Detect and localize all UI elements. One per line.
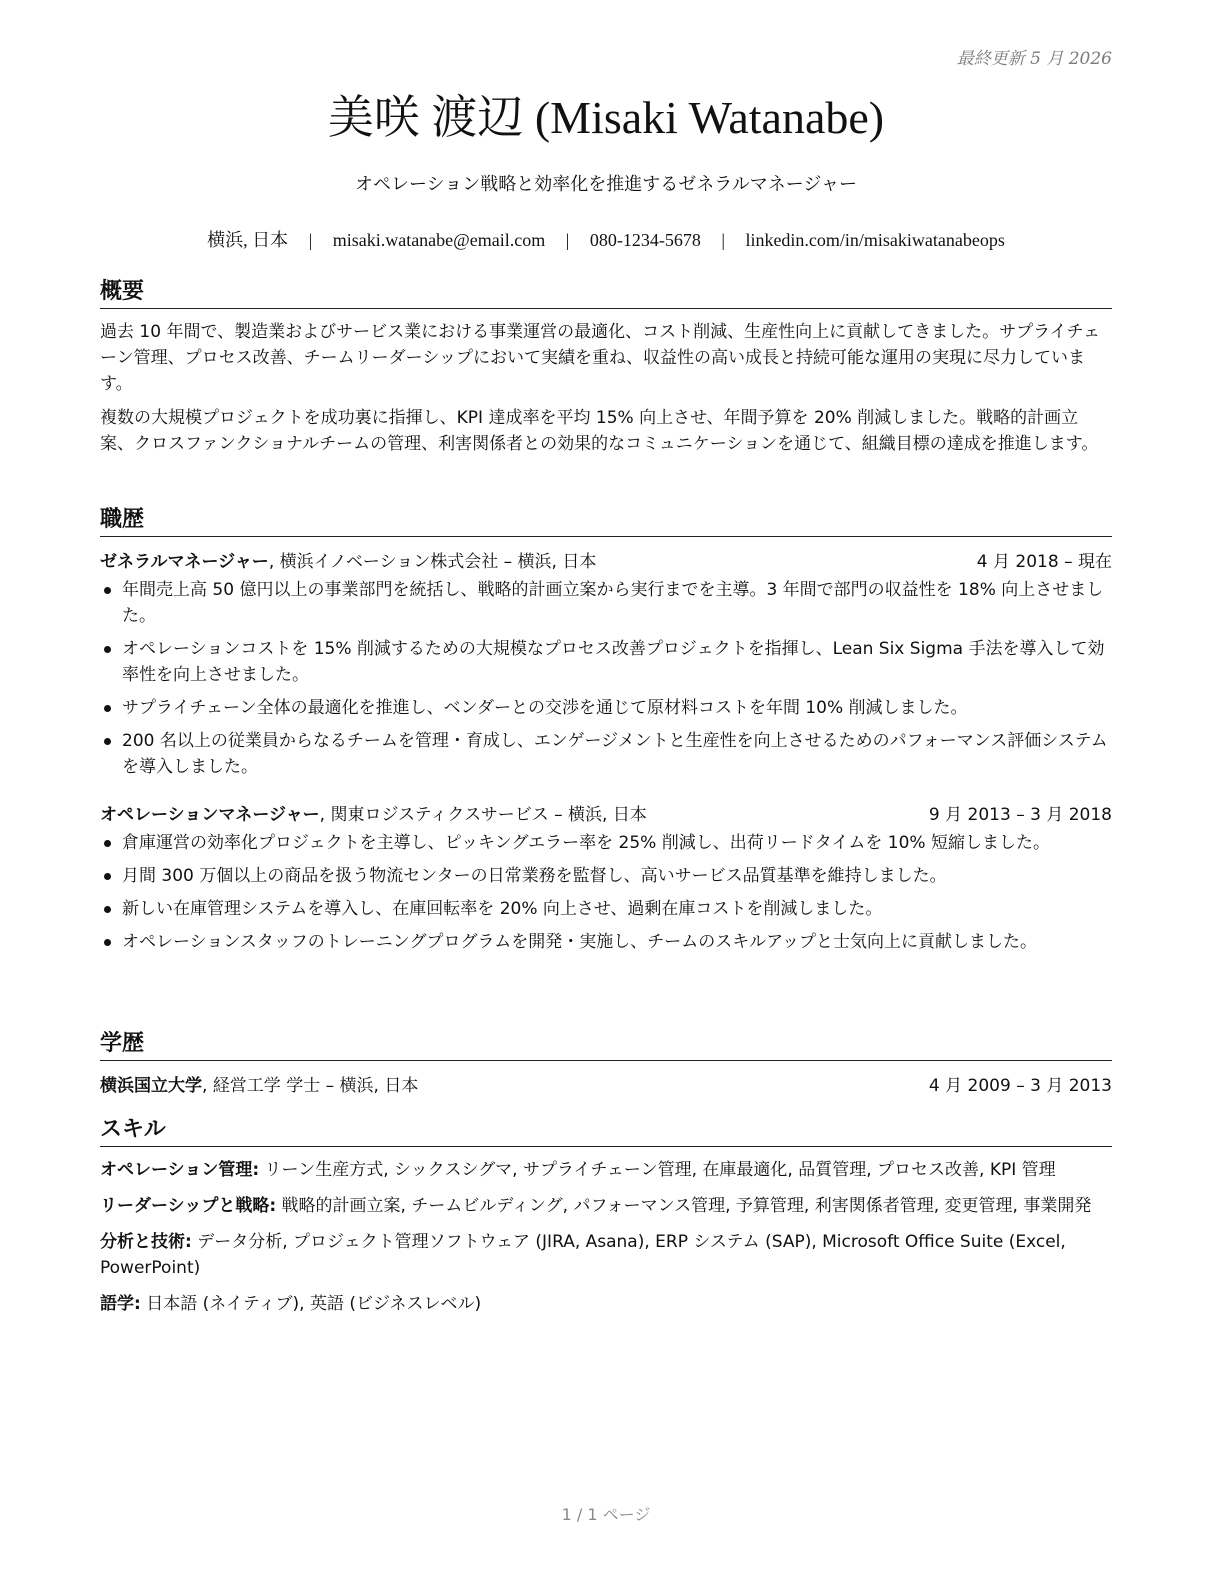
job-bullet: 倉庫運営の効率化プロジェクトを主導し、ピッキングエラー率を 25% 削減し、出荷リードタイムを 10% 短縮しました。 xyxy=(100,830,1112,856)
experience-section xyxy=(100,506,1112,962)
skill-text: 戦略的計画立案, チームビルディング, パフォーマンス管理, 予算管理, 利害関係者管理, 変更管理, 事業開発 xyxy=(276,1196,1092,1216)
contact-linkedin-link[interactable]: linkedin.com/in/misakiwatanabeops xyxy=(745,230,1005,250)
skill-label: オペレーション管理: xyxy=(100,1160,260,1180)
contact-phone[interactable]: 080-1234-5678 xyxy=(589,230,701,250)
contact-line xyxy=(100,226,1112,252)
page-indicator: 1 / 1 ページ xyxy=(561,1505,651,1524)
job-bullet: オペレーションスタッフのトレーニングプログラムを開発・実施し、チームのスキルアップと士気向上に貢献しました。 xyxy=(100,929,1112,955)
contact-separator: | xyxy=(308,230,313,250)
summary-paragraph: 過去 10 年間で、製造業およびサービス業における事業運営の最適化、コスト削減、生産性向上に貢献してきました。サプライチェーン管理、プロセス改善、チームリーダーシップにおいて実績を重ね、収益性の高い成長と持続可能な運用の実現に尽力しています。 xyxy=(100,322,1101,394)
experience-heading: 職歴 xyxy=(100,506,1112,537)
skill-text: リーン生産方式, シックスシグマ, サプライチェーン管理, 在庫最適化, 品質管理, プロセス改善, KPI 管理 xyxy=(259,1160,1056,1180)
summary-heading: 概要 xyxy=(100,278,1112,309)
job-bullet: サプライチェーン全体の最適化を推進し、ベンダーとの交渉を通じて原材料コストを年間 10% 削減しました。 xyxy=(100,695,1112,721)
resume-page xyxy=(100,0,1112,1584)
skills-heading: スキル xyxy=(100,1116,1112,1147)
candidate-name: 美咲 渡辺 (Misaki Watanabe) xyxy=(327,92,885,143)
job-bullet: 月間 300 万個以上の商品を扱う物流センターの日常業務を監督し、高いサービス品質基準を維持しました。 xyxy=(100,863,1112,889)
job-entry xyxy=(100,549,1112,780)
job-bullet: 200 名以上の従業員からなるチームを管理・育成し、エンゲージメントと生産性を向上させるためのパフォーマンス評価システムを導入しました。 xyxy=(100,728,1112,780)
job-title-line xyxy=(100,802,647,828)
contact-location: 横浜, 日本 xyxy=(207,230,289,250)
education-title-line xyxy=(100,1073,418,1099)
skill-label: 分析と技術: xyxy=(100,1232,192,1252)
job-bullet: オペレーションコストを 15% 削減するための大規模なプロセス改善プロジェクトを指揮し、Lean Six Sigma 手法を導入して効率性を向上させました。 xyxy=(100,636,1112,688)
job-date: 4 月 2018 – 現在 xyxy=(976,552,1112,572)
skill-line xyxy=(100,1193,1112,1219)
education-school: 横浜国立大学 xyxy=(100,1076,202,1096)
last-updated-note: 最終更新 5 月 2026 xyxy=(956,49,1112,69)
job-entry xyxy=(100,802,1112,955)
skill-line xyxy=(100,1229,1112,1281)
job-title-line xyxy=(100,549,596,575)
job-header xyxy=(100,802,1112,828)
education-heading: 学歴 xyxy=(100,1030,1112,1061)
job-bullet: 年間売上高 50 億円以上の事業部門を統括し、戦略的計画立案から実行までを主導。3 年間で部門の収益性を 18% 向上させました。 xyxy=(100,577,1112,629)
job-header xyxy=(100,549,1112,575)
contact-email-link[interactable]: misaki.watanabe@email.com xyxy=(332,230,546,250)
education-header xyxy=(100,1073,1112,1099)
contact-separator: | xyxy=(565,230,570,250)
education-date: 4 月 2009 – 3 月 2013 xyxy=(928,1076,1112,1096)
skills-section xyxy=(100,1116,1112,1317)
summary-paragraph: 複数の大規模プロジェクトを成功裏に指揮し、KPI 達成率を平均 15% 向上させ、年間予算を 20% 削減しました。戦略的計画立案、クロスファンクショナルチームの管理、利害関係者との効果的なコミュニケーションを通じて、組織目標の達成を推進します。 xyxy=(100,408,1099,454)
skill-line xyxy=(100,1291,1112,1317)
job-bullets xyxy=(100,577,1112,780)
contact-separator: | xyxy=(721,230,725,250)
job-organization: , 関東ロジスティクスサービス – 横浜, 日本 xyxy=(319,805,647,825)
summary-section xyxy=(100,278,1112,457)
job-role: オペレーションマネージャー xyxy=(100,805,320,825)
skill-line xyxy=(100,1157,1112,1183)
education-section xyxy=(100,1030,1112,1099)
job-date: 9 月 2013 – 3 月 2018 xyxy=(928,805,1112,825)
job-role: ゼネラルマネージャー xyxy=(100,552,269,572)
candidate-tagline: オペレーション戦略と効率化を推進するゼネラルマネージャー xyxy=(354,174,858,195)
skill-text: データ分析, プロジェクト管理ソフトウェア (JIRA, Asana), ERP システム (SAP), Microsoft Office Suite (Excel, PowerPoint) xyxy=(100,1232,1066,1278)
skill-label: 語学: xyxy=(100,1294,141,1314)
education-detail: , 経営工学 学士 – 横浜, 日本 xyxy=(202,1076,419,1096)
skill-text: 日本語 (ネイティブ), 英語 (ビジネスレベル) xyxy=(140,1294,482,1314)
job-organization: , 横浜イノベーション株式会社 – 横浜, 日本 xyxy=(268,552,597,572)
skill-label: リーダーシップと戦略: xyxy=(100,1196,277,1216)
job-bullets xyxy=(100,830,1112,955)
job-bullet: 新しい在庫管理システムを導入し、在庫回転率を 20% 向上させ、過剰在庫コストを削減しました。 xyxy=(100,896,1112,922)
education-entry xyxy=(100,1073,1112,1099)
